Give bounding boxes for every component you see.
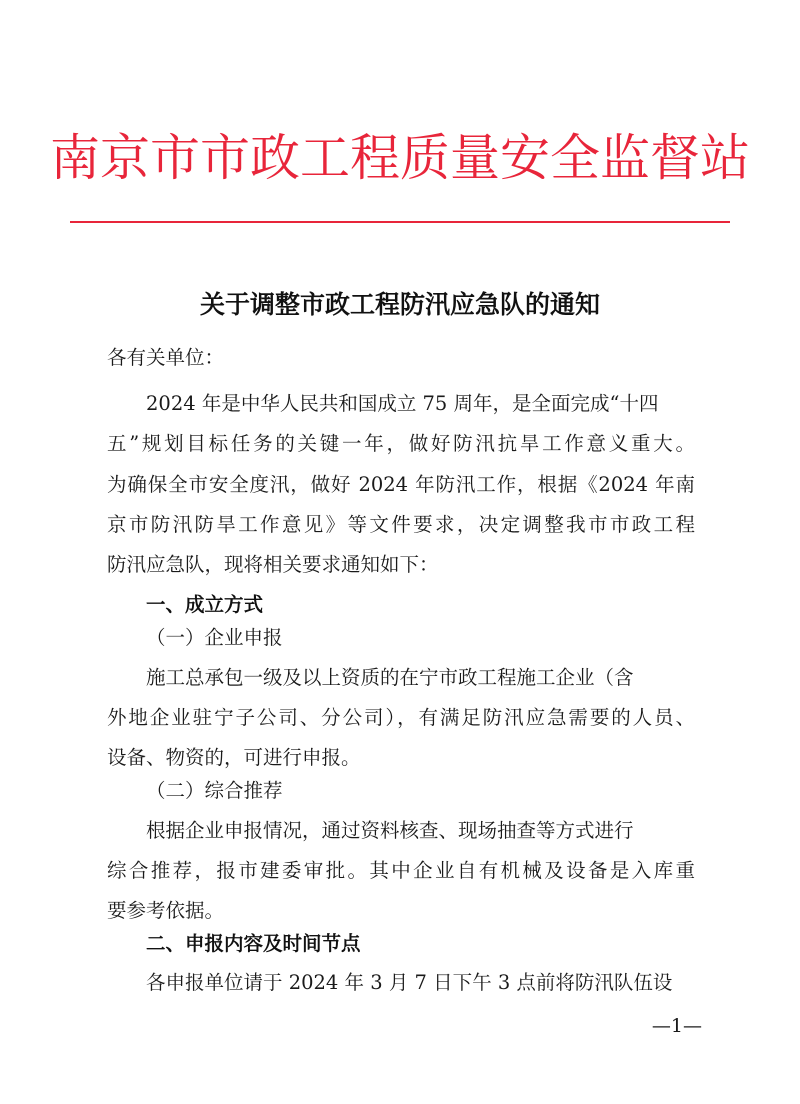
intro-line: 京市防汛防旱工作意见》等文件要求，决定调整我市市政工程 xyxy=(107,513,695,536)
paragraph-line: 各申报单位请于 2024 年 3 月 7 日下午 3 点前将防汛队伍设 xyxy=(146,971,673,994)
intro-line: 2024 年是中华人民共和国成立 75 周年，是全面完成“十四 xyxy=(146,392,659,415)
page-number: —1— xyxy=(651,1015,702,1037)
intro-line: 五”规划目标任务的关键一年，做好防汛抗旱工作意义重大。 xyxy=(107,432,695,455)
organization-header: 南京市市政工程质量安全监督站 xyxy=(50,129,750,187)
section-heading: 二、申报内容及时间节点 xyxy=(146,932,361,955)
paragraph-line: 外地企业驻宁子公司、分公司），有满足防汛应急需要的人员、 xyxy=(107,706,695,729)
header-divider xyxy=(70,221,730,223)
paragraph-line: 要参考依据。 xyxy=(107,899,225,922)
paragraph-line: 综合推荐，报市建委审批。其中企业自有机械及设备是入库重 xyxy=(107,859,695,882)
intro-line: 防汛应急队，现将相关要求通知如下： xyxy=(107,553,439,576)
paragraph-line: 设备、物资的，可进行申报。 xyxy=(107,746,361,769)
paragraph-line: 根据企业申报情况，通过资料核查、现场抽查等方式进行 xyxy=(146,819,634,842)
paragraph-line: 施工总承包一级及以上资质的在宁市政工程施工企业（含 xyxy=(146,666,634,689)
subsection-heading: （一）企业申报 xyxy=(146,626,283,649)
subsection-heading: （二）综合推荐 xyxy=(146,779,283,802)
intro-line: 为确保全市安全度汛，做好 2024 年防汛工作，根据《2024 年南 xyxy=(107,473,695,496)
document-title: 关于调整市政工程防汛应急队的通知 xyxy=(199,290,600,319)
section-heading: 一、成立方式 xyxy=(146,593,264,616)
salutation: 各有关单位： xyxy=(107,346,225,369)
